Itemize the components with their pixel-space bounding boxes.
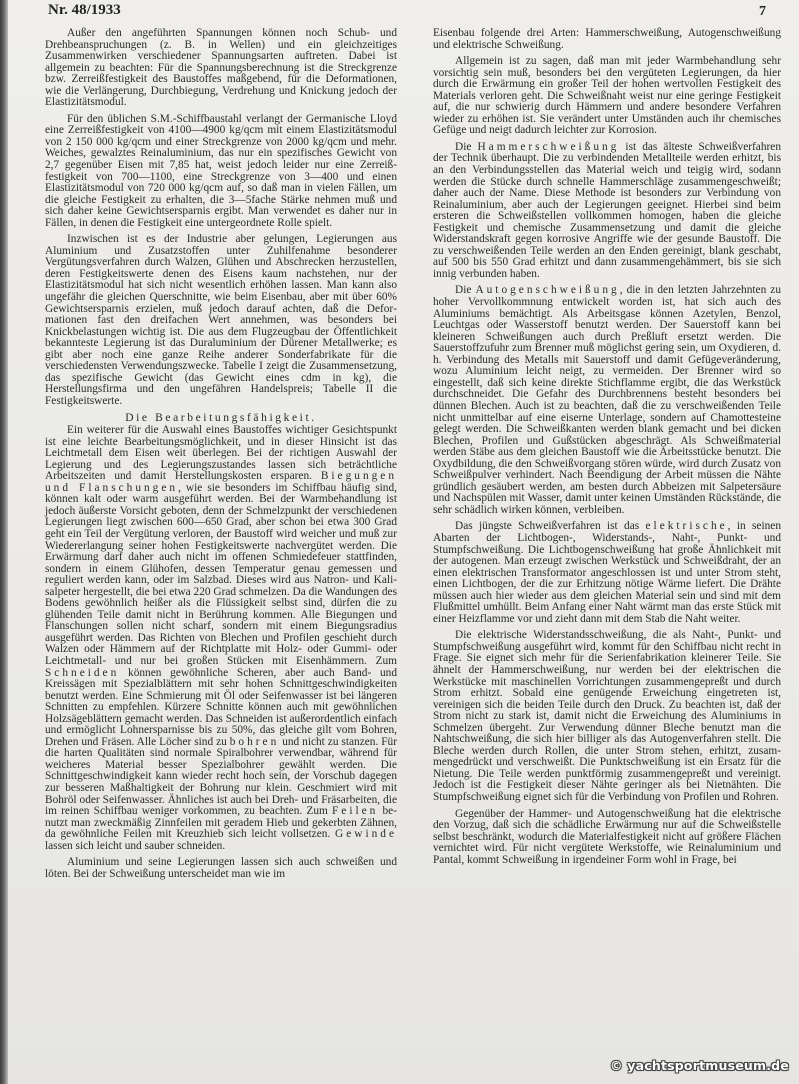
left-column	[45, 28, 397, 885]
text: , wie sie besonders im Schiffbau häufig sind, können kalt oder warm ausgeführt werden. Bei der Warmbehandlung ist jedoch äußerste Vorsicht geboten, denn der Schmelzpunkt der verschiedenen Legierungen liegt zwischen 600—650 Grad, aber schon bei etwa 300 Grad geht ein Teil der Vergütung verloren, der Baustoff wird weicher und muß zur Wiedererlangung seiner hohen Festigkeitswerte nachvergütet werden. Die Erwärmung darf daher auch nicht im offenen Schmiedefeuer stattfinden, sondern in einem Glühofen, dessen Temperatur genau gemessen und reguliert werden kann, oder im Salzbad. Dieses wird aus Natron- und Kalisalpeter hergestellt, die bei etwa 220 Grad schmelzen. Da die Wandungen des Bodens gewöhnlich heißer als die Flüssigkeit selbst sind, dürfen die zu glühenden Teile damit nicht in Berührung kommen. Alle Biegungen und Flanschungen sollen nicht scharf, sondern mit einem Biegungsradius ausgeführt werden. Das Richten von Blechen und Profilen geschieht durch Walzen oder Hämmern auf der Richtplatte mit Holz- oder Gummi- oder Leichtmetall- und nur bei großen Stücken mit Eisenhämmern. Zum	[45, 481, 397, 667]
paragraph: Für den üblichen S.M.-Schiffbaustahl verlangt der Germanische Lloyd eine Zerreißfestigkeit von 4100—4900 kg/qcm mit einem Elastizitätsmodul von 2 150 000 kg/qcm und einer Streckgrenze von 2000 kg/qcm und mehr. Weiches, gewalztes Reinaluminium, das nur ein spezifisches Gewicht von 2,7 gegenüber Eisen mit 7,85 hat, weist jedoch leider nur eine Zerreißfestigkeit von 700—1100, eine Streckgrenze von 3—400 und einen Elastizitätsmodul von 720 000 kg/qcm auf, so daß man in vielen Fällen, um die gleiche Festigkeit zu erhalten, die 3—5fache Stärke nehmen muß und sich daher keine Gewichtsersparnis ergibt. Man verwendet es daher nur in Fällen, in denen die Festigkeit eine untergeordnete Rolle spielt.	[45, 112, 397, 229]
paragraph	[433, 521, 781, 625]
paragraph: Gegenüber der Hammer- und Autogenschweißung hat die elektrische den Vorzug, daß sich die schädliche Erwärmung nur auf die Schweißstelle selbst beschränkt, wodurch die Materialfestigkeit nicht auf größere Flächen vernichtet wird. Für nicht vergütete Werkstoffe, wie Reinaluminium und Pantal, kommt Schweißung in irgendeiner Form wohl in Frage, bei	[433, 807, 781, 866]
issue-number: Nr. 48/1933	[48, 2, 121, 18]
emphasis-text: bohren	[229, 735, 280, 748]
paragraph: Inzwischen ist es der Industrie aber gelungen, Legierungen aus Aluminium und Zusatzstoffen unter Zuhilfenahme besonderer Vergütungsverfahren durch Walzen, Glühen und Abschrecken herzustellen, deren Festigkeitswerte denen des Eisens kaum nachstehen, nur der Elastizitätsmodul hat sich nicht wesentlich erhöhen lassen. Man kann also ungefähr die gleichen Querschnitte, wie beim Eisenbau, aber mit über 60% Gewichtsersparnis erzielen, muß jedoch darauf achten, daß die Deformationen fast den dreifachen Wert annehmen, was besonders bei Knickbelastungen wichtig ist. Die aus dem Flugzeugbau der Öffentlichkeit bekannteste Legierung ist das Duraluminium der Dürener Metallwerke; es gibt aber noch eine ganze Reihe anderer Sonderfabrikate für die verschiedensten Verwendungszwecke. Tabelle I zeigt die Zusammensetzung, das spezifische Gewicht (das Gewicht eines cdm in kg), die Herstellungsfirma und den ungefähren Handelspreis; Tabelle II die Festigkeitswerte.	[45, 233, 397, 407]
text: Die	[455, 284, 476, 297]
paragraph: Außer den angeführten Spannungen können noch Schub- und Drehbeanspruchungen (z. B. in Wellen) und ein gleichzeitiges Zusammenwirken verschiedener Spannungsarten auftreten. Dabei ist allgemein zu beachten: Für die Spannungsberechnung ist die Streckgrenze bzw. Zerreißfestigkeit des Baustoffes maßgebend, für die Deformationen, wie die Verlängerung, Durchbiegung, Verdrehung und Knickung jedoch der Elastizitätsmodul.	[45, 27, 397, 109]
text: ist das älteste Schweißverfahren der Technik überhaupt. Die zu verbindenden Metallteile werden erhitzt, bis an den Verbindungsstellen das Material weich und teigig wird, sodann werden die Stücke durch schnelle Hammerschläge zusammengeschweißt; daher auch der Name. Diese Methode ist besonders zur Verbindung von Reinaluminium, aber auch der Legierungen geeignet. Hierbei sind beim ersteren die Schweißstellen vollkommen homogen, haben die gleiche Festigkeit und chemische Zusammensetzung und damit die gleiche Widerstandskraft gegen korrosive Angriffe wie der gesunde Baustoff. Die zu verschweißenden Teile werden an den Enden gereinigt, blank geschabt, auf 500 bis 550 Grad erhitzt und dann zusammengehämmert, bis sie sich innig verbunden haben.	[433, 140, 781, 280]
paragraph: Eisenbau folgende drei Arten: Hammerschweißung, Autogenschweißung und elektrische Schweißung.	[433, 27, 781, 51]
text: , die in den letzten Jahrzehnten zu hoher Vervollkommnung entwickelt worden ist, hat sich auch des Aluminiums bemächtigt. Als Arbeitsgase können Azetylen, Benzol, Leuchtgas oder Wasserstoff benutzt werden. Der Sauerstoff kann bei kleineren Schweißungen auch durch Preßluft ersetzt werden. Die Sauerstoffzufuhr zum Brenner muß möglichst gering sein, um Oxydieren, d. h. Verbindung des Metalls mit Sauerstoff und damit Gefügeveränderung, wozu Aluminium leicht neigt, zu vermeiden. Der Brenner wird so eingestellt, daß sich keine direkte Stichflamme ergibt, die das Werkstück durchschneidet. Die Gefahr des Durchbrennens besteht besonders bei dünnen Blechen. Auch ist zu beachten, daß die zu verschweißenden Teile nicht unmittelbar auf eine eiserne Unterlage, sondern auf Chamottesteine gelegt werden. Die Schweißkanten werden blank gemacht und bei dicken Blechen, Profilen und Gußstücken abgeschrägt. Als Schweißmaterial werden Stäbe aus dem gleichen Baustoff wie die Arbeitsstücke benutzt. Die Oxydbildung, die den Schweißvorgang stören würde, wird durch Zusatz von Schweißpulver verhindert. Nach Beendigung der Arbeit müssen die Nähte gründlich gesäubert werden, am besten durch Abbeizen mit Salpetersäure und Nachspülen mit Wasser, damit unter keinen Umständen Rückstände, die sehr schädlich wirken können, verbleiben.	[433, 284, 781, 516]
right-column	[433, 28, 781, 871]
text: , in seinen Abarten der Lichtbogen-, Widerstands-, Naht-, Punkt- und Stumpfschweißung. Die Lichtbogenschweißung hat große Ähnlichkeit mit der autogenen. Man erzeugt zwischen Werkstück und Schweißdraht, der an einen elektrischen Transformator angeschlossen ist und unter Strom steht, einen Lichtbogen, der die zur Erhitzung nötige Wärme liefert. Die Drähte müssen auch hier wieder aus dem gleichen Material sein und sind mit dem Flußmittel umhüllt. Beim Anfang einer Naht wärmt man das erste Stück mit einer Heizflamme vor und zieht dann mit dem Stab die Naht weiter.	[433, 520, 781, 625]
emphasis-text: Hammerschweißung	[477, 140, 620, 153]
emphasis-text: Gewinde	[335, 828, 397, 841]
emphasis-text: Feilen	[331, 805, 379, 818]
text: benutzt man zweckmäßig Zinnfeilen mit geradem Hieb und gekerbten Zähnen, da gewöhnliche Feilen mit Kreuzhieb sich leicht vollsetzen.	[45, 805, 397, 841]
emphasis-text: Biegungen und Flanschungen	[45, 470, 397, 494]
emphasis-text: Autogenschweißung	[475, 284, 620, 297]
paragraph	[433, 285, 781, 516]
copyright-watermark: © yachtsportmuseum.de	[610, 1058, 789, 1073]
paragraph	[45, 425, 397, 852]
text: Die	[455, 140, 478, 153]
page	[8, 0, 799, 1084]
paragraph: Aluminium und seine Legierungen lassen sich auch schweißen und löten. Bei der Schweißung unterscheidet man wie im	[45, 856, 397, 880]
paragraph: Allgemein ist zu sagen, daß man mit jeder Warmbehandlung sehr vorsichtig sein muß, besonders bei den vergüteten Legierungen, da hier durch die Erwärmung ein großer Teil der hohen wertvollen Festigkeit des Materials verloren geht. Die Schweißnaht weist nur eine geringe Festigkeit auf, die nur schwierig durch Hämmern und andere besondere Verfahren wieder zu erhöhen ist. Sie verändert unter Umständen auch ihr chemisches Gefüge und neigt dadurch leichter zur Korrosion.	[433, 55, 781, 137]
paragraph	[433, 142, 781, 281]
scan-binding-edge	[0, 0, 8, 1084]
text: Ein weiterer für die Auswahl eines Baustoffes wichtiger Gesichtspunkt ist eine leichte Bearbeitungsmöglichkeit, und in dieser Hinsicht ist das Leichtmetall dem Eisen weit überlegen. Bei der richtigen Auswahl der Legierung und des Legierungszustandes lassen sich beträchtliche Arbeitszeiten und damit Herstellungskosten ersparen.	[45, 424, 397, 483]
emphasis-text: elektrische	[645, 520, 728, 533]
emphasis-text: Schneiden	[45, 666, 120, 679]
page-number: 7	[759, 4, 766, 19]
text: können gewöhnliche Scheren, aber auch Band- und Kreissägen mit Spezialblättern mit sehr hohen Schnittgeschwindigkeiten benutzt werden. Eine Schmierung mit Öl oder Seifenwasser ist bei längeren Schnitten zu empfehlen. Kürzere Schnitte können auch mit gewöhnlichen Holzsägeblättern gemacht werden. Das Schneiden ist außerordentlich einfach und ermöglicht Lohnersparnisse bis zu 50%, das gleiche gilt vom Bohren, Drehen und Fräsen. Alle Löcher sind zu	[45, 666, 397, 748]
section-heading: Die Bearbeitungsfähigkeit.	[125, 411, 317, 424]
text: und nicht zu stanzen. Für die harten Qualitäten sind normale Spiralbohrer verwendbar, während für weicheres Material besser Spezialbohrer gewählt werden. Die Schnittgeschwindigkeit kann wieder recht hoch sein, der Vorschub dagegen zur besseren Maßhaltigkeit der Bohrung nur klein. Geschmiert wird mit Bohröl oder Seifenwasser. Ähnliches ist auch bei Dreh- und Fräsarbeiten, die im reinen Schiffbau weniger vorkommen, zu beachten. Zum	[45, 735, 397, 818]
text: Das jüngste Schweißverfahren ist das	[455, 520, 646, 533]
text: lassen sich leicht und sauber schneiden.	[45, 839, 226, 852]
paragraph: Die elektrische Widerstandsschweißung, die als Naht-, Punkt- und Stumpfschweißung ausgeführt wird, kommt für den Schiffbau nicht recht in Frage. Sie eignet sich mehr für die Serienfabrikation kleinerer Teile. Sie ähnelt der Hammerschweißung, nur werden bei der elektrischen die Werkstücke mit maschinellen Vorrichtungen zusammengepreßt und durch Strom erhitzt. Sobald eine genügende Erweichung eingetreten ist, vereinigen sich die beiden Teile durch den Druck. Zu beachten ist, daß der Strom nicht zu stark ist, damit nicht die Erweichung des Aluminiums in Schmelzen übergeht. Zur Verwendung dünner Bleche benutzt man die Nahtschweißung, die sich hier billiger als das Autogenverfahren stellt. Die Bleche werden durch Rollen, die unter Strom stehen, erhitzt, zusammengedrückt und verschweißt. Die Punktschweißung ist ein Ersatz für die Nietung. Die Teile werden punktförmig zusammengepreßt und vereinigt. Jedoch ist die Festigkeit dieser Nähte geringer als bei Nietnähten. Die Stumpfschweißung eignet sich für die Verbindung von Profilen und Rohren.	[433, 629, 781, 803]
